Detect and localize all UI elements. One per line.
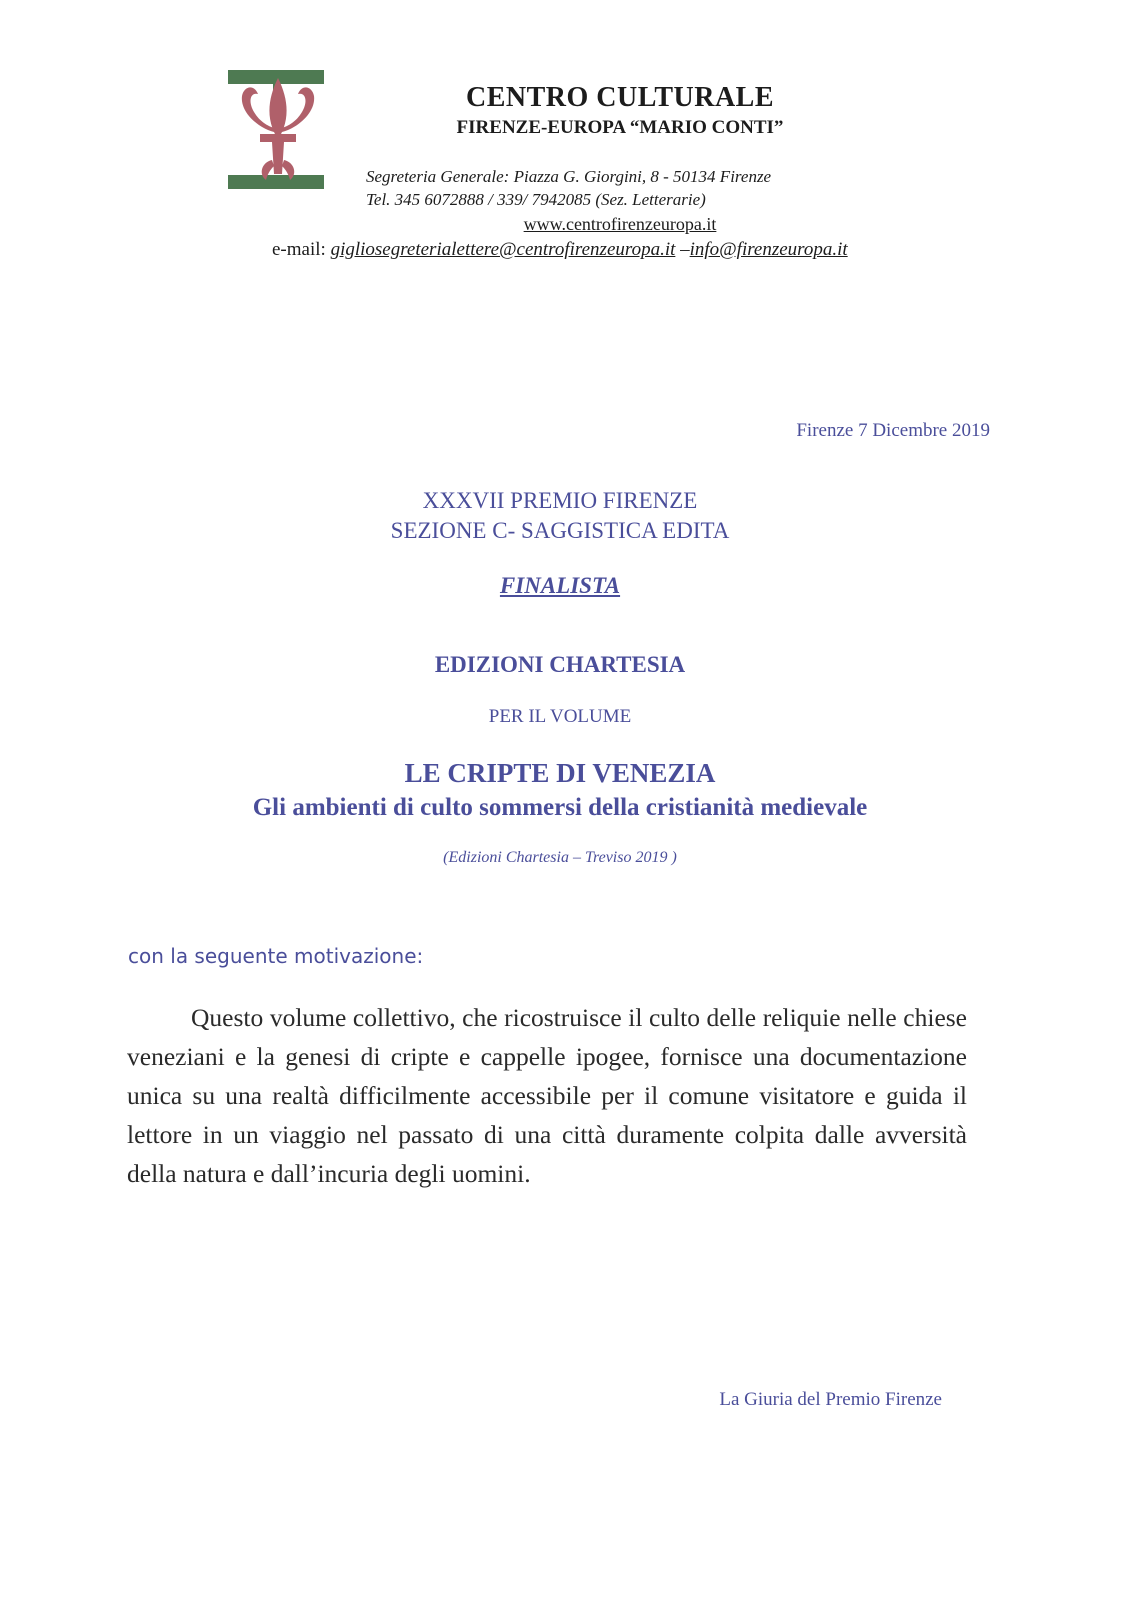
centro-culturale-logo <box>228 70 328 198</box>
email-link-info[interactable]: info@firenzeuropa.it <box>689 239 848 260</box>
email-row <box>272 239 848 261</box>
book-title: LE CRIPTE DI VENEZIA <box>404 758 716 788</box>
book-subtitle: Gli ambienti di culto sommersi della cristianità medievale <box>252 794 868 821</box>
jury-signature: La Giuria del Premio Firenze <box>719 1389 942 1410</box>
motivation-intro: con la seguente motivazione: <box>128 944 424 968</box>
email-separator: – <box>675 239 690 260</box>
finalist-status: FINALISTA <box>499 573 621 598</box>
letter-date: Firenze 7 Dicembre 2019 <box>796 420 990 441</box>
per-il-volume-label: PER IL VOLUME <box>488 706 632 727</box>
email-link-secretariat[interactable]: gigliosegreterialettere@centrofirenzeuropa.it <box>330 239 676 260</box>
secretariat-address: Segreteria Generale: Piazza G. Giorgini, 8 - 50134 Firenze <box>366 167 772 186</box>
website-link[interactable]: www.centrofirenzeuropa.it <box>523 214 717 234</box>
phone-numbers: Tel. 345 6072888 / 339/ 7942085 (Sez. Letterarie) <box>366 190 706 209</box>
award-title: XXXVII PREMIO FIRENZE <box>422 488 698 513</box>
organization-subtitle: FIRENZE-EUROPA “MARIO CONTI” <box>456 117 784 138</box>
publisher-name: EDIZIONI CHARTESIA <box>434 652 686 677</box>
award-section: SEZIONE C- SAGGISTICA EDITA <box>390 518 730 543</box>
motivation-text: Questo volume collettivo, che ricostruisce il culto delle reliquie nelle chiese veneziani e la genesi di cripte e cappelle ipogee, fornisce una documentazione unica su una realtà difficilmente accessibile per il comune visitatore e guida il lettore in un viaggio nel passato di una città duramente colpita dalle avversità della natura e dall’incuria degli uomini. <box>127 1003 967 1188</box>
book-edition: (Edizioni Chartesia – Treviso 2019 ) <box>443 849 677 866</box>
organization-name: CENTRO CULTURALE <box>465 82 775 113</box>
email-label: e-mail: <box>272 239 326 260</box>
